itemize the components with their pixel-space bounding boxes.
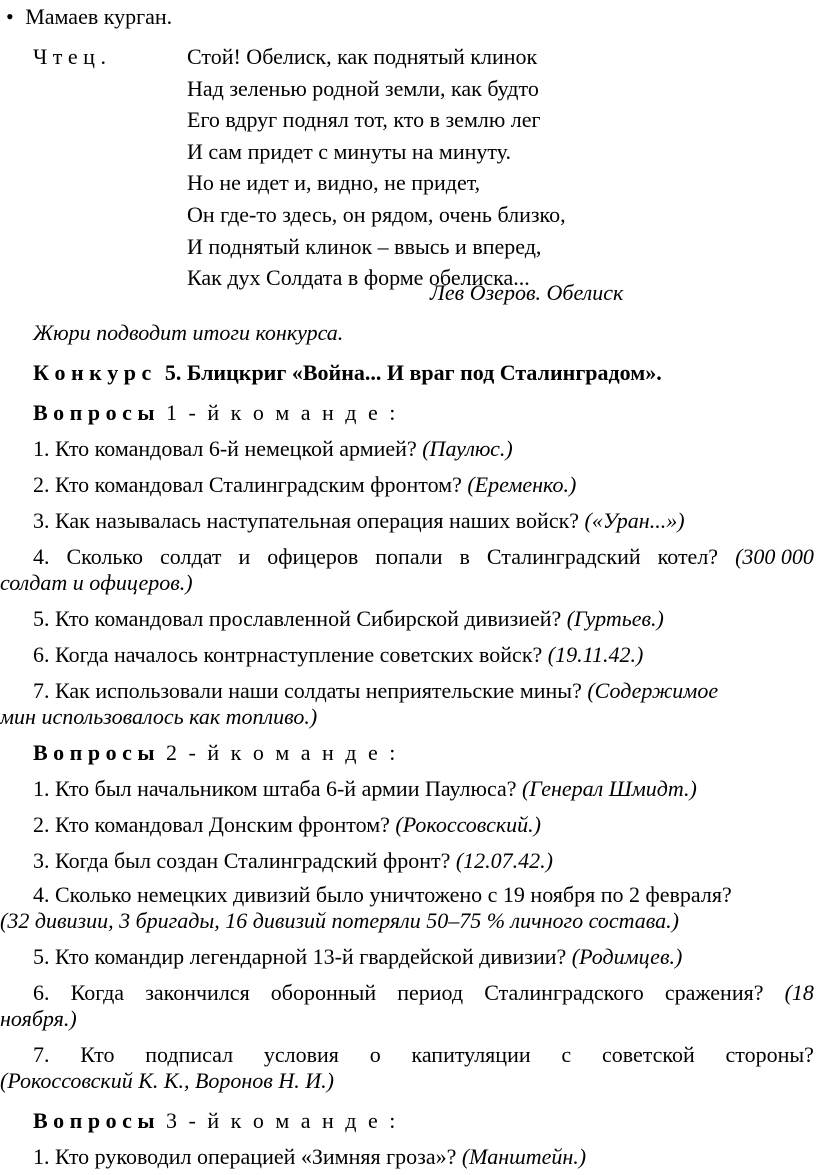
questions-label: В о п р о с ы: [33, 1108, 155, 1133]
question-word: попали: [375, 544, 443, 569]
answer-text: (18: [784, 980, 814, 1005]
poem: [187, 41, 566, 294]
poem-line: И сам придет с минуты на минуту.: [187, 138, 511, 164]
jury-note: Жюри подводит итоги конкурса.: [33, 320, 344, 345]
poem-line: И поднятый клинок – ввысь и вперед,: [187, 233, 542, 259]
question-word: Сколько: [66, 544, 144, 569]
question-word: сражения?: [664, 980, 764, 1005]
questions-label: В о п р о с ы: [33, 740, 155, 765]
question-word: 7.: [33, 1042, 50, 1067]
question-item: [33, 944, 682, 970]
question-item: [33, 472, 576, 498]
question-item: [33, 848, 553, 874]
answer-text: (12.07.42.): [455, 848, 554, 873]
question-word: капитуляции: [411, 1042, 531, 1067]
question-word: Когда: [70, 980, 125, 1005]
answer-text: (Паулюс.): [422, 436, 513, 461]
team3-heading: [33, 1108, 398, 1134]
question-text: 2. Кто командовал Донским фронтом?: [33, 812, 390, 837]
poem-line: Как дух Солдата в форме обелиска...: [187, 265, 530, 291]
answer-text: (Родимцев.): [571, 944, 683, 969]
question-text: 3. Как называлась наступательная операция наших войск?: [33, 508, 580, 533]
answer-text: (Генерал Шмидт.): [522, 776, 697, 801]
question-item: [33, 776, 697, 802]
poem-line: Его вдруг поднял тот, кто в землю лег: [187, 107, 541, 133]
team-label: 3 - й к о м а н д е :: [166, 1108, 399, 1133]
question-item: [33, 678, 718, 704]
answer-continuation: (32 дивизии, 3 бригады, 16 дивизий потеряли 50–75 % личного состава.): [0, 908, 679, 933]
question-word: Сталинградский: [486, 544, 641, 569]
question-item: [33, 544, 814, 570]
question-word: солдат: [160, 544, 222, 569]
question-text: 5. Кто командир легендарной 13-й гвардейской дивизии?: [33, 944, 567, 969]
heading-text: Мамаев курган.: [25, 4, 173, 29]
answer-continuation: мин использовалось как топливо.): [0, 704, 318, 729]
question-text: 1. Кто командовал 6-й немецкой армией?: [33, 436, 417, 461]
poem-line: Над зеленью родной земли, как будто: [187, 75, 539, 101]
question-word: 6.: [33, 980, 50, 1005]
team1-heading: [33, 400, 398, 426]
poem-line: Он где-то здесь, он рядом, очень близко,: [187, 201, 566, 227]
answer-continuation: (Рокоссовский К. К., Воронов Н. И.): [0, 1068, 334, 1093]
contest-label: К о н к у р с: [33, 360, 152, 385]
question-item: [33, 882, 732, 908]
question-text: 2. Кто командовал Сталинградским фронтом?: [33, 472, 462, 497]
question-word: условия: [263, 1042, 339, 1067]
answer-text: (300 000: [735, 544, 814, 569]
question-word: о: [369, 1042, 381, 1067]
team-label: 2 - й к о м а н д е :: [166, 740, 399, 765]
question-item: [33, 436, 513, 462]
answer-text: («Уран...»): [584, 508, 685, 533]
poem-attribution: Лев Озеров. Обелиск: [430, 280, 624, 305]
bullet-icon: •: [6, 4, 14, 29]
team2-heading: [33, 740, 398, 766]
question-text: 1. Кто руководил операцией «Зимняя гроза»?: [33, 1144, 457, 1169]
contest-heading: [33, 360, 662, 386]
question-item: [33, 980, 814, 1006]
question-word: оборонный: [270, 980, 377, 1005]
question-item: [33, 1144, 586, 1170]
question-text: 7. Как использовали наши солдаты неприятельские мины?: [33, 678, 582, 703]
question-item: [33, 508, 685, 534]
question-word: закончился: [145, 980, 250, 1005]
question-text: 6. Когда началось контрнаступление советских войск?: [33, 642, 543, 667]
team-label: 1 - й к о м а н д е :: [166, 400, 399, 425]
question-item: [33, 642, 643, 668]
question-text: 5. Кто командовал прославленной Сибирской дивизией?: [33, 606, 562, 631]
answer-text: (Содержимое: [587, 678, 719, 703]
section-heading: [6, 4, 172, 30]
question-word: котел?: [657, 544, 719, 569]
question-word: советской: [601, 1042, 695, 1067]
question-word: подписал: [145, 1042, 234, 1067]
question-item: [33, 812, 541, 838]
poem-line: Но не идет и, видно, не придет,: [187, 170, 481, 196]
contest-title: 5. Блицкриг «Война... И враг под Сталинградом».: [164, 360, 662, 385]
question-word: стороны?: [725, 1042, 814, 1067]
answer-text: (Манштейн.): [461, 1144, 587, 1169]
questions-label: В о п р о с ы: [33, 400, 155, 425]
answer-continuation: солдат и офицеров.): [0, 570, 193, 595]
question-text: 4. Сколько немецких дивизий было уничтожено с 19 ноября по 2 февраля?: [33, 882, 732, 907]
question-word: офицеров: [267, 544, 359, 569]
answer-continuation: ноября.): [0, 1006, 77, 1031]
answer-text: (Гуртьев.): [566, 606, 664, 631]
question-text: 3. Когда был создан Сталинградский фронт?: [33, 848, 451, 873]
reader-label: Ч т е ц .: [33, 44, 106, 69]
question-text: 1. Кто был начальником штаба 6-й армии Паулюса?: [33, 776, 517, 801]
question-word: период: [397, 980, 464, 1005]
answer-text: (Рокоссовский.): [395, 812, 541, 837]
answer-text: (19.11.42.): [547, 642, 644, 667]
question-item: [33, 606, 664, 632]
question-word: Кто: [80, 1042, 115, 1067]
answer-text: (Еременко.): [467, 472, 577, 497]
question-word: 4.: [33, 544, 50, 569]
question-word: с: [561, 1042, 572, 1067]
poem-line: Стой! Обелиск, как поднятый клинок: [187, 44, 538, 69]
question-word: в: [459, 544, 470, 569]
question-word: Сталинградского: [484, 980, 644, 1005]
question-word: и: [238, 544, 251, 569]
question-item: [33, 1042, 814, 1068]
